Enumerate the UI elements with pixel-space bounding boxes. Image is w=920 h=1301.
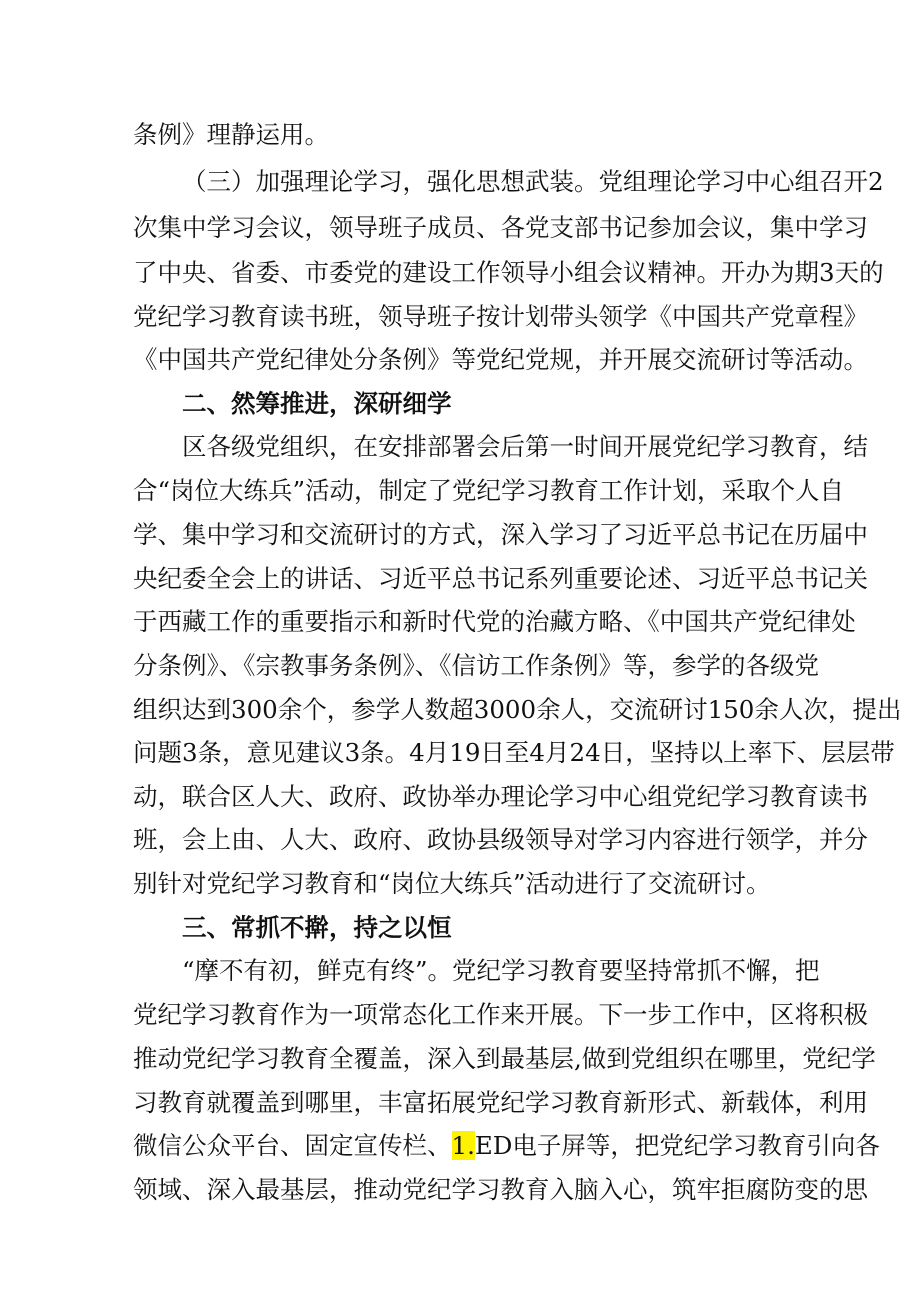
paragraph-text-line: 了中央、省委、市委党的建设工作领导小组会议精神。开办为期3天的	[133, 258, 884, 287]
paragraph-text-line: 别针对党纪学习教育和“岗位大练兵”活动进行了交流研讨。	[133, 869, 771, 898]
paragraph-text-line: 学、集中学习和交流研讨的方式，深入学习了习近平总书记在历届中	[133, 520, 868, 549]
paragraph-text-line: 条例》理静运用。	[133, 120, 329, 149]
paragraph-text-line: 合“岗位大练兵”活动，制定了党纪学习教育工作计划，采取个人自	[133, 476, 845, 505]
paragraph-text-line: 区各级党组织，在安排部署会后第一时间开展党纪学习教育，结	[182, 432, 868, 461]
paragraph-text-line: 央纪委全会上的讲话、习近平总书记系列重要论述、习近平总书记关	[133, 564, 868, 593]
paragraph-text-line: 班，会上由、人大、政府、政协县级领导对学习内容进行领学，并分	[133, 825, 868, 854]
paragraph-text-line: 党纪学习教育读书班，领导班子按计划带头领学《中国共产党章程》	[133, 302, 868, 331]
paragraph-text-line: “摩不有初，鲜克有终”。党纪学习教育要坚持常抓不懈，把	[182, 956, 820, 985]
paragraph-text-line: 动，联合区人大、政府、政协举办理论学习中心组党纪学习教育读书	[133, 782, 868, 811]
paragraph-text-line: 习教育就覆盖到哪里，丰富拓展党纪学习教育新形式、新载体，利用	[133, 1088, 868, 1117]
section-heading: 三、常抓不擀，持之以恒	[182, 913, 452, 942]
paragraph-text-line: 问题3条，意见建议3条。4月19日至4月24日，坚持以上率下、层层带	[133, 738, 895, 767]
text-segment: 微信公众平台、固定宣传栏、	[133, 1131, 452, 1160]
paragraph-text-line: 分条例》、《宗教事务条例》、《信访工作条例》等，参学的各级党	[133, 651, 819, 680]
paragraph-text-line: （三）加强理论学习，强化思想武装。党组理论学习中心组召开2	[182, 167, 884, 196]
section-heading: 二、然筹推进，深研细学	[182, 389, 452, 418]
paragraph-text-line: 《中国共产党纪律处分条例》等党纪党规，并开展交流研讨等活动。	[133, 345, 868, 374]
paragraph-text-line: 于西藏工作的重要指示和新时代党的治藏方略、《中国共产党纪律处	[133, 607, 856, 636]
paragraph-text-line: 党纪学习教育作为一项常态化工作来开展。下一步工作中，区将积极	[133, 1000, 868, 1029]
paragraph-text-line: 领域、深入最基层，推动党纪学习教育入脑入心，筑牢拒腐防变的思	[133, 1175, 868, 1204]
paragraph-text-line	[133, 1129, 880, 1163]
paragraph-text-line: 组织达到300余个，参学人数超3000余人，交流研讨150余人次，提出	[133, 695, 902, 724]
highlighted-text: 1.	[451, 1131, 475, 1160]
paragraph-text-line: 次集中学习会议，领导班子成员、各党支部书记参加会议，集中学习	[133, 213, 868, 242]
text-segment: ED电子屏等，把党纪学习教育引向各	[474, 1131, 880, 1160]
paragraph-text-line: 推动党纪学习教育全覆盖，深入到最基层,做到党组织在哪里，党纪学	[133, 1044, 876, 1073]
